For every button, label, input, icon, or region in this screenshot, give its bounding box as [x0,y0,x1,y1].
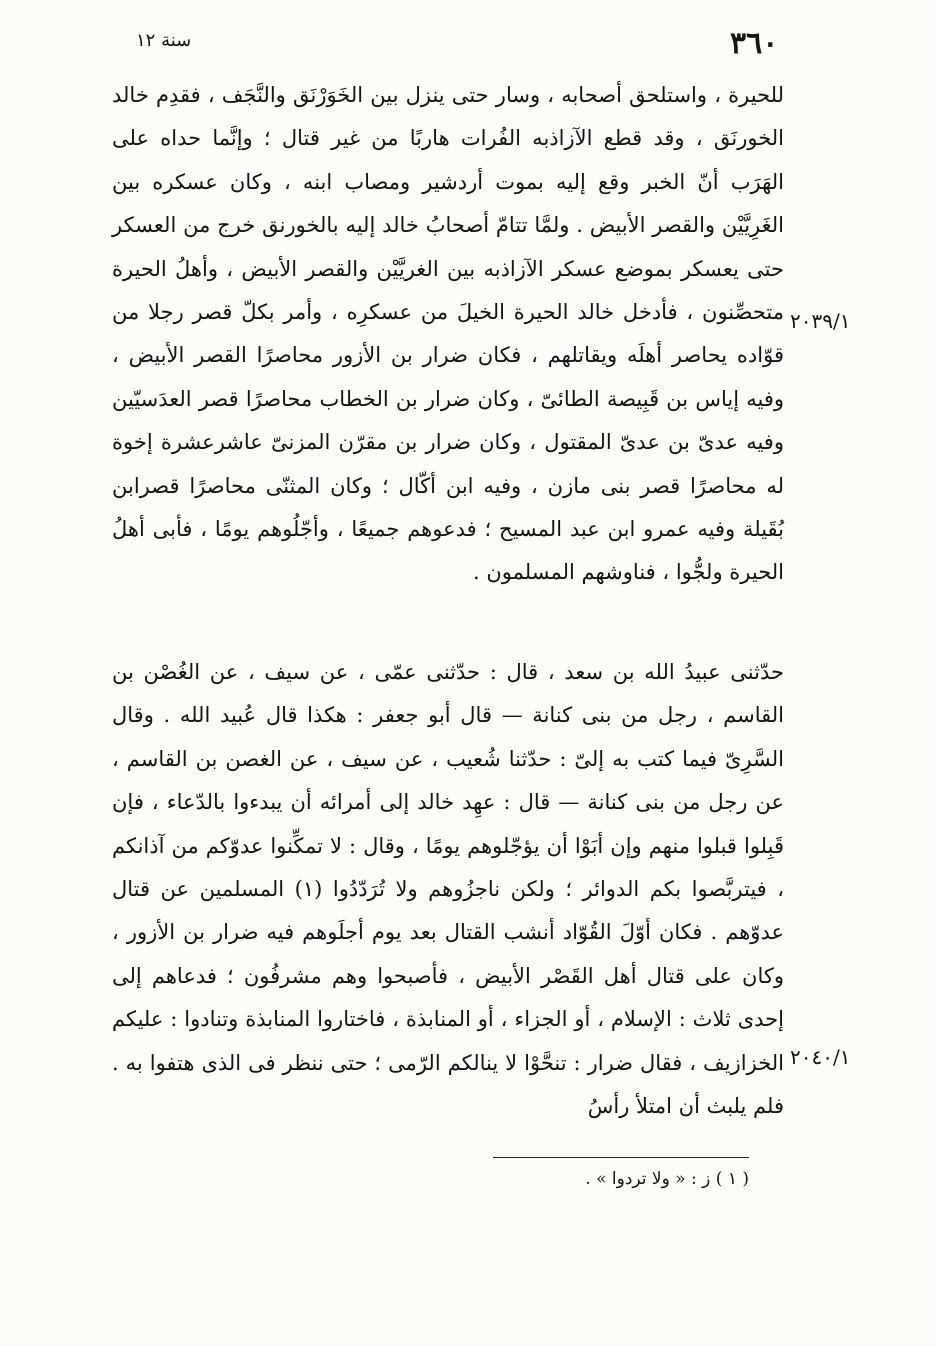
page-number: ٣٦٠ [730,26,779,61]
margin-reference-2: ٢٠٤٠/١ [790,1045,851,1069]
paragraph-1: للحيرة ، واستلحق أصحابه ، وسار حتى ينزل بين الخَوَرْنَق والنَّجَف ، فقدِم خالد الخورنَق ، وقد قطع الآزاذبه الفُرات هاربًا من غير قتال ؛ وإنَّما حداه على الهَرَب أنّ الخبر وقع إليه بموت أردشير ومصاب ابنه ، وكان عسكره بين الغَرِيَّيْن والقصر الأبيض . ولمَّا تتامّ أصحابُ خالد إليه بالخورنق خرج من العسكر حتى يعسكر بموضع عسكر الآزاذبه بين الغريَّيْن والقصر الأبيض ، وأهلُ الحيرة متحصِّنون ، فأدخل خالد الحيرة الخيلَ من عسكرِه ، وأمر بكلّ قصر رجلا من قوّاده يحاصر أهلَه ويقاتلهم ، فكان ضرار بن الأزور محاصرًا القصر الأبيض ، وفيه إياس بن قَبِيصة الطائىّ ، وكان ضرار بن الخطاب محاصرًا قصر العدَسيّين وفيه عدىّ بن عدىّ المقتول ، وكان ضرار بن مقرّن المزنىّ عاشرعشرة إخوة له محاصرًا قصر بنى مازن ، وفيه ابن أكّال ؛ وكان المثنّى محاصرًا قصرابن بُقَيلة وفيه عمرو ابن عبد المسيح ؛ فدعوهم جميعًا ، وأجّلُوهم يومًا ، فأبى أهلُ الحيرة ولجُّوا ، فناوشهم المسلمون . [112,83,784,585]
footnote: ( ١ ) ز : « ولا تردوا » . [585,1169,749,1189]
footnote-divider [493,1157,749,1158]
paragraph-2: حدّثنى عبيدُ الله بن سعد ، قال : حدّثنى عمّى ، عن سيف ، عن الغُصْن بن القاسم ، رجل من بنى كنانة — قال أبو جعفر : هكذا قال عُبيد الله . وقال السَّرِىّ فيما كتب به إلىّ : حدّثنا شُعيب ، عن سيف ، عن الغصن بن القاسم ، عن رجل من بنى كنانة — قال : عهِد خالد إلى أمرائه أن يبدءوا بالدّعاء ، فإن قَبِلوا قبلوا منهم وإن أبَوْا أن يؤجّلوهم يومًا ، وقال : لا تمكِّنوا عدوّكم من آذانكم ، فيتربَّصوا بكم الدوائر ؛ ولكن ناجزُوهم ولا تُرَدّدُوا (١) المسلمين عن قتال عدوّهم . فكان أوّلَ القُوّاد أنشب القتال بعد يوم أجلَوهم فيه ضرار بن الأزور ، وكان على قتال أهل القَصْر الأبيض ، فأصبحوا وهم مشرفُون ؛ فدعاهم إلى إحدى ثلاث : الإسلام ، أو الجزاء ، أو المنابذة ، فاختاروا المنابذة وتنادوا : عليكم الخزازيف ، فقال ضرار : تنحَّوْا لا ينالكم الرّمى ؛ حتى ننظر فى الذى هتفوا به . فلم يلبث أن امتلأ رأسُ [112,660,785,1119]
paragraph-1-block [112,74,784,595]
paragraph-2-block [112,651,784,1128]
running-header-year: سنة ١٢ [136,30,192,51]
margin-reference-1: ٢٠٣٩/١ [790,309,851,333]
